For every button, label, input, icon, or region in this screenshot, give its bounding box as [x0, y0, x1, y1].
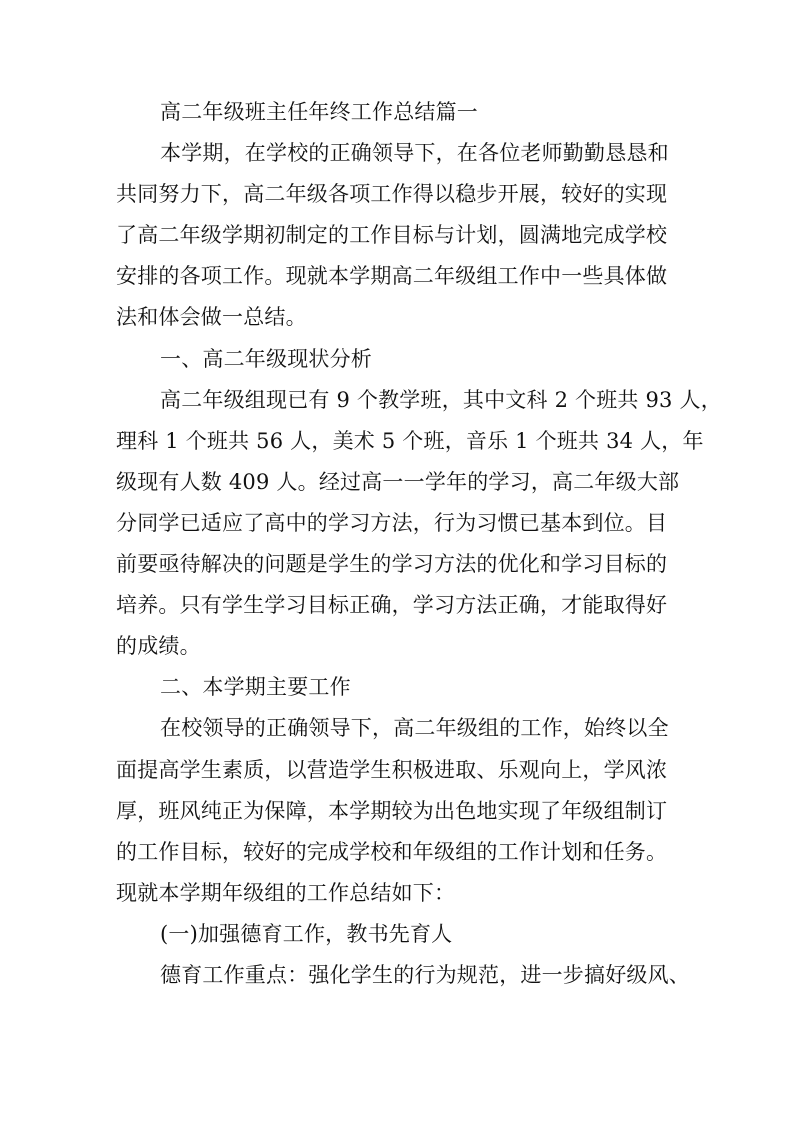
document-text-line: 本学期，在学校的正确领导下，在各位老师勤勤恳恳和 — [160, 141, 669, 166]
document-text-line: 在校领导的正确领导下，高二年级组的工作，始终以全 — [160, 716, 669, 741]
document-text-line: 二、本学期主要工作 — [160, 675, 351, 700]
document-text-line: 级现有人数 409 人。经过高一一学年的学习，高二年级大部 — [116, 469, 680, 494]
document-text-line: 现就本学期年级组的工作总结如下： — [116, 880, 456, 905]
document-text-line: 德育工作重点：强化学生的行为规范，进一步搞好级风、 — [160, 962, 690, 987]
document-text-line: 一、高二年级现状分析 — [160, 346, 372, 371]
document-text-line: 高二年级班主任年终工作总结篇一 — [160, 100, 478, 124]
document-text-line: 理科 1 个班共 56 人，美术 5 个班，音乐 1 个班共 34 人，年 — [116, 428, 704, 453]
document-text-line: 前要亟待解决的问题是学生的学习方法的优化和学习目标的 — [116, 552, 668, 577]
document-text-line: (一)加强德育工作，教书先育人 — [160, 921, 453, 946]
document-text-line: 厚，班风纯正为保障，本学期较为出色地实现了年级组制订 — [116, 798, 668, 823]
document-text-line: 安排的各项工作。现就本学期高二年级组工作中一些具体做 — [116, 264, 668, 289]
document-text-line: 共同努力下，高二年级各项工作得以稳步开展，较好的实现 — [116, 182, 668, 207]
document-text-line: 的工作目标，较好的完成学校和年级组的工作计划和任务。 — [116, 839, 668, 864]
document-text-line: 法和体会做一总结。 — [116, 305, 307, 330]
document-text-line: 的成绩。 — [116, 634, 201, 659]
document-text-line: 培养。只有学生学习目标正确，学习方法正确，才能取得好 — [116, 593, 668, 618]
document-body — [116, 92, 722, 996]
document-text-line: 分同学已适应了高中的学习方法，行为习惯已基本到位。目 — [116, 510, 668, 535]
document-text-line: 了高二年级学期初制定的工作目标与计划，圆满地完成学校 — [116, 223, 668, 248]
document-text-line: 高二年级组现已有 9 个教学班，其中文科 2 个班共 93 人， — [160, 387, 722, 412]
document-text-line: 面提高学生素质，以营造学生积极进取、乐观向上，学风浓 — [116, 757, 668, 782]
